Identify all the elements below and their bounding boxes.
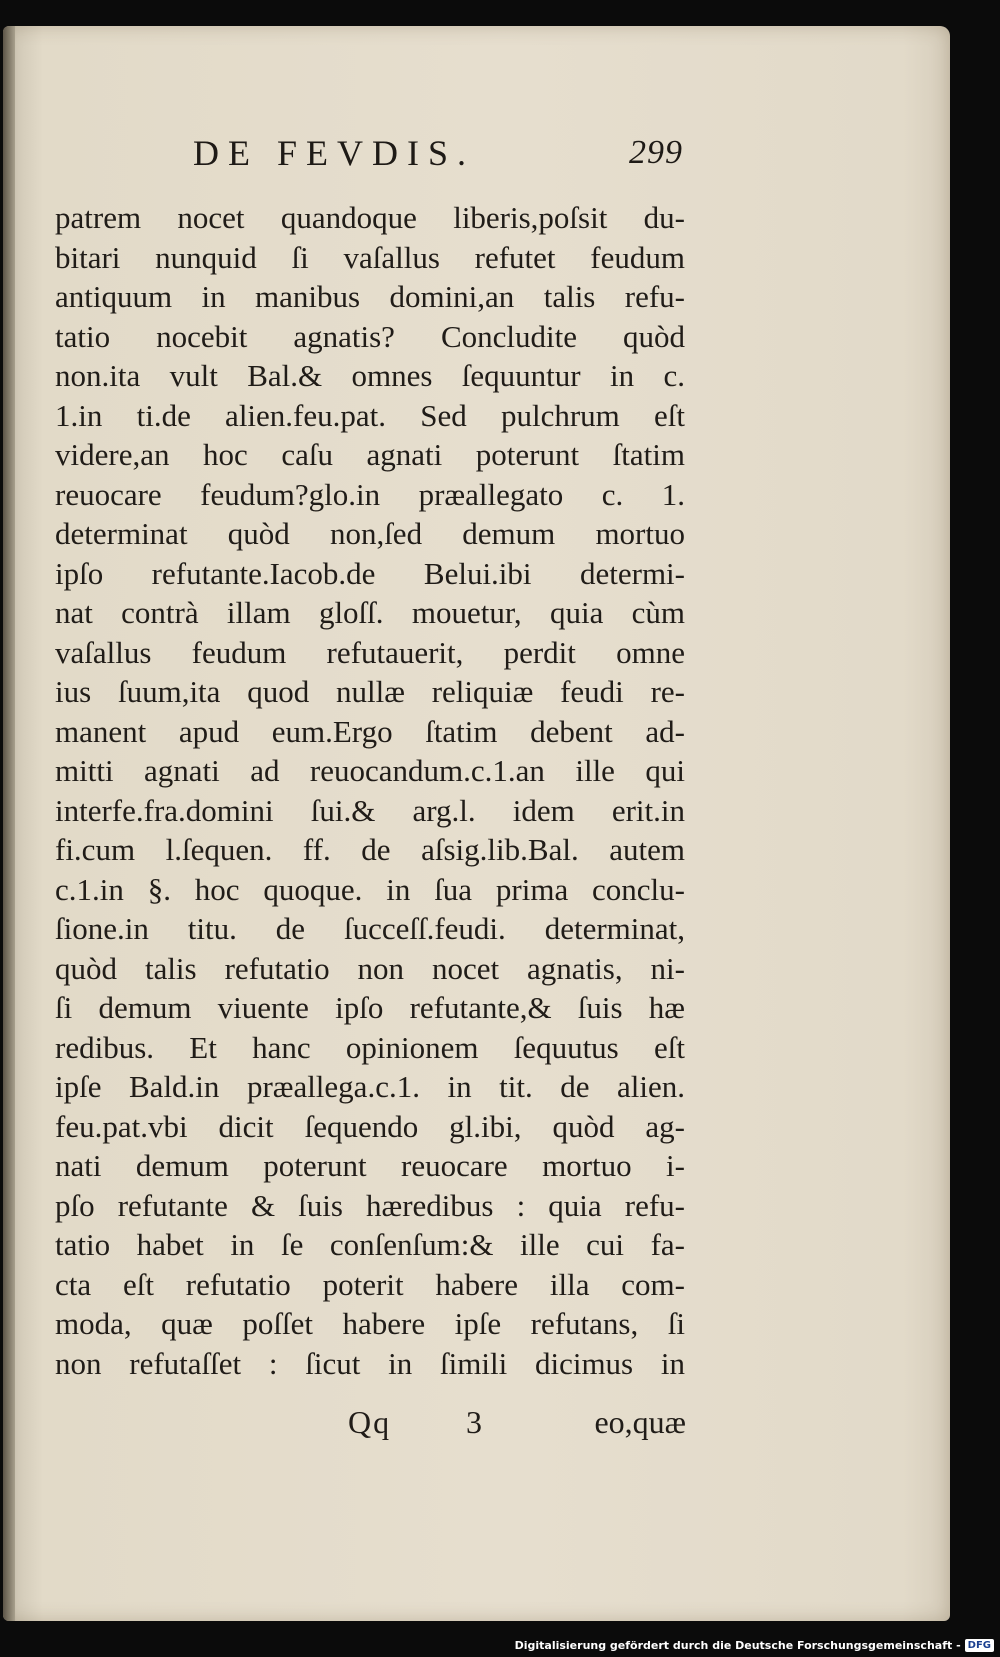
- text-line: patrem nocet quandoque liberis,poſsit du-: [55, 200, 685, 235]
- text-line: bitari nunquid ſi vaſallus refutet feudum: [55, 239, 685, 275]
- signature-mark: Qq: [348, 1404, 392, 1440]
- text-line: ſi demum viuente ipſo refutante,& ſuis hæ: [55, 990, 685, 1025]
- text-line: c.1.in §. hoc quoque. in ſua prima conclu-: [55, 871, 685, 907]
- text-line: ſione.in titu. de ſucceſſ.feudi. determinat,: [55, 911, 685, 946]
- dfg-logo-icon: DFG: [965, 1639, 994, 1652]
- body-text: [55, 198, 685, 1383]
- text-line: fi.cum l.ſequen. ff. de aſsig.lib.Bal. autem: [55, 832, 685, 867]
- text-line: cta eſt refutatio poterit habere illa com-: [55, 1266, 685, 1302]
- text-line: nat contrà illam gloſſ. mouetur, quia cùm: [55, 595, 685, 630]
- text-line: ius ſuum,ita quod nullæ reliquiæ feudi re-: [55, 674, 685, 709]
- text-line: interfe.fra.domini ſui.& arg.l. idem erit.in: [55, 792, 685, 828]
- page-binding-edge: [3, 26, 15, 1621]
- text-line: ipſo refutante.Iacob.de Belui.ibi determi-: [55, 555, 685, 591]
- text-line: vaſallus feudum refutauerit, perdit omne: [55, 634, 685, 670]
- book-page: [3, 26, 950, 1621]
- text-line: tatio habet in ſe conſenſum:& ille cui fa-: [55, 1227, 685, 1262]
- text-line: determinat quòd non,ſed demum mortuo: [55, 516, 685, 551]
- page-header: [193, 132, 683, 182]
- page-footer: [348, 1404, 686, 1448]
- text-line: 1.in ti.de alien.feu.pat. Sed pulchrum eſt: [55, 397, 685, 433]
- page-number: 299: [629, 134, 683, 171]
- text-line: antiquum in manibus domini,an talis refu-: [55, 279, 685, 314]
- text-line: nati demum poterunt reuocare mortuo i-: [55, 1148, 685, 1183]
- text-line: manent apud eum.Ergo ſtatim debent ad-: [55, 713, 685, 749]
- text-line: tatio nocebit agnatis? Concludite quòd: [55, 318, 685, 354]
- text-line: non refutaſſet : ſicut in ſimili dicimus in: [55, 1345, 685, 1381]
- text-line: redibus. Et hanc opinionem ſequutus eſt: [55, 1029, 685, 1065]
- funding-note: [515, 1635, 994, 1655]
- text-line: quòd talis refutatio non nocet agnatis, ni-: [55, 950, 685, 986]
- text-line: moda, quæ poſſet habere ipſe refutans, ſi: [55, 1306, 685, 1341]
- text-line: mitti agnati ad reuocandum.c.1.an ille qui: [55, 753, 685, 788]
- gathering-number: 3: [466, 1404, 482, 1440]
- funding-text: Digitalisierung gefördert durch die Deutsche Forschungsgemeinschaft -: [514, 1638, 961, 1652]
- text-line: reuocare feudum?glo.in præallegato c. 1.: [55, 476, 685, 512]
- text-line: ipſe Bald.in præallega.c.1. in tit. de alien.: [55, 1069, 685, 1104]
- catchword: eo,quæ: [594, 1404, 686, 1440]
- text-line: feu.pat.vbi dicit ſequendo gl.ibi, quòd ag-: [55, 1108, 685, 1144]
- running-title: DE FEVDIS.: [193, 133, 476, 173]
- text-line: non.ita vult Bal.& omnes ſequuntur in c.: [55, 358, 685, 393]
- text-line: pſo refutante & ſuis hæredibus : quia refu-: [55, 1187, 685, 1223]
- text-line: videre,an hoc caſu agnati poterunt ſtatim: [55, 437, 685, 472]
